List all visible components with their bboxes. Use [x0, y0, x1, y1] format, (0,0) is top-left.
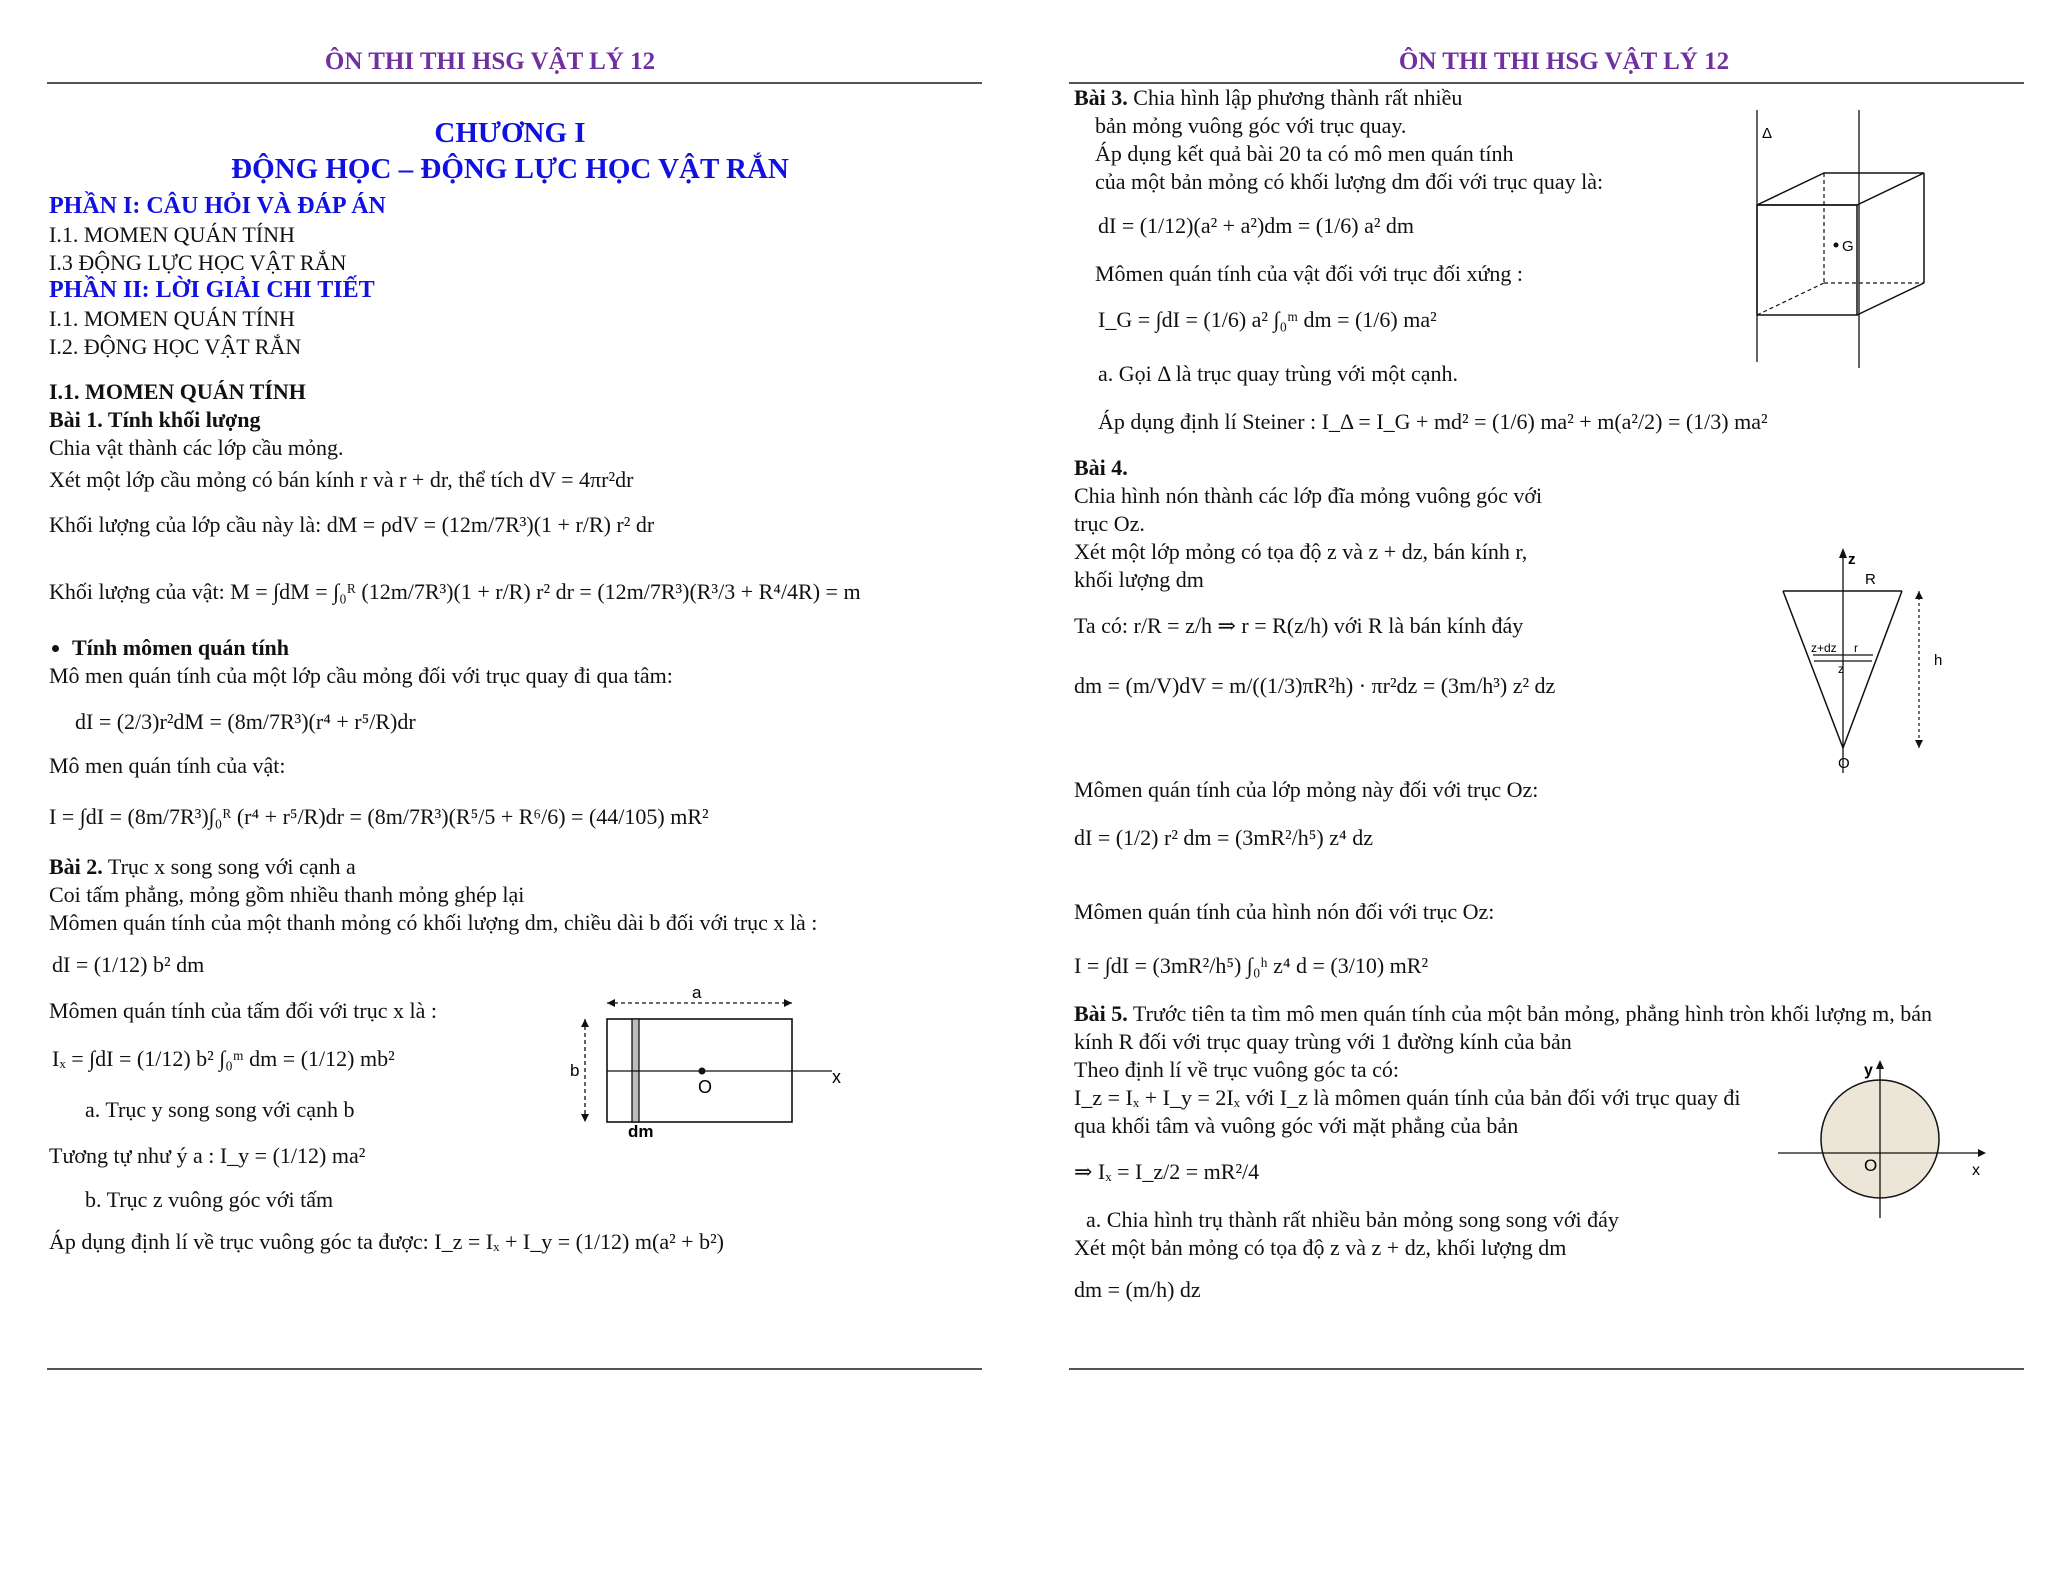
text-line: kính R đối với trục quay trùng với 1 đường kính của bản — [1074, 1029, 1572, 1054]
equation: dI = (1/12)(a² + a²)dm = (1/6) a² dm — [1098, 213, 1415, 238]
label-o: O — [698, 1077, 713, 1097]
label-a: a — [692, 983, 702, 1002]
page-header: ÔN THI THI HSG VẬT LÝ 12 — [1398, 48, 1730, 75]
text-line: Mô men quán tính của một lớp cầu mỏng đối với trục quay đi qua tâm: — [49, 663, 673, 688]
text-line: Chia hình nón thành các lớp đĩa mỏng vuông góc với — [1074, 483, 1543, 508]
bai2-title: Bài 2. — [49, 854, 103, 879]
bullet-heading: Tính mômen quán tính — [72, 635, 290, 660]
text-line: Theo định lí về trục vuông góc ta có: — [1074, 1057, 1400, 1082]
equation: I = ∫dI = (8m/7R³)∫₀ᴿ (r⁴ + r⁵/R)dr = (8m/7R³)(R⁵/5 + R⁶/6) = (44/105) mR² — [49, 804, 709, 829]
text-line: Áp dụng kết quả bài 20 ta có mô men quán tính — [1095, 141, 1514, 166]
equation: Khối lượng của lớp cầu này là: dM = ρdV = (12m/7R³)(1 + r/R) r² dr — [49, 512, 655, 537]
bai5-text: Trước tiên ta tìm mô men quán tính của một bản mỏng, phẳng hình tròn khối lượng m, bán — [1127, 1001, 1932, 1026]
right-page — [1024, 0, 2024, 1400]
bai3-line — [1074, 84, 1462, 111]
text-line: Mômen quán tính của vật đối với trục đối xứng : — [1095, 261, 1524, 286]
zdz-label: z+dz — [1811, 641, 1837, 655]
text-line: Coi tấm phẳng, mỏng gồm nhiều thanh mỏng ghép lại — [49, 882, 525, 907]
chapter-title: ĐỘNG HỌC – ĐỘNG LỰC HỌC VẬT RẮN — [231, 153, 789, 185]
equation: dm = (m/V)dV = m/((1/3)πR²h) · πr²dz = (3m/h³) z² dz — [1074, 673, 1556, 698]
equation: dI = (1/2) r² dm = (3mR²/h⁵) z⁴ dz — [1074, 825, 1373, 850]
equation: I = ∫dI = (3mR²/h⁵) ∫₀ʰ z⁴ d = (3/10) mR² — [1074, 953, 1429, 978]
r-label: r — [1854, 641, 1858, 655]
text-line: Xét một lớp cầu mỏng có bán kính r và r + dr, thể tích dV = 4πr²dr — [49, 467, 634, 492]
o-label: O — [1864, 1156, 1878, 1175]
text-line: trục Oz. — [1074, 511, 1145, 536]
cone-figure — [1754, 548, 1954, 772]
z-axis-label: z — [1848, 551, 1856, 568]
bullet-icon — [52, 645, 59, 652]
text-line: a. Gọi Δ là trục quay trùng với một cạnh. — [1098, 361, 1458, 386]
equation: Áp dụng định lí về trục vuông góc ta được: I_z = Iₓ + I_y = (1/12) m(a² + b²) — [49, 1229, 725, 1254]
text-line: Xét một lớp mỏng có tọa độ z và z + dz, bán kính r, — [1074, 539, 1528, 564]
label-b: b — [570, 1061, 580, 1080]
toc-item: I.3 ĐỘNG LỰC HỌC VẬT RẮN — [49, 250, 347, 275]
h-label: h — [1934, 652, 1943, 669]
text-line: b. Trục z vuông góc với tấm — [85, 1187, 334, 1212]
circle-figure — [1776, 1058, 1986, 1218]
text-line: a. Trục y song song với cạnh b — [85, 1097, 355, 1122]
z-label: z — [1838, 662, 1844, 676]
text-line: Mô men quán tính của vật: — [49, 753, 286, 778]
part2-heading: PHẦN II: LỜI GIẢI CHI TIẾT — [49, 277, 375, 303]
toc-item: I.1. MOMEN QUÁN TÍNH — [49, 222, 295, 247]
text-line: Mômen quán tính của một thanh mỏng có khối lượng dm, chiều dài b đối với trục x là : — [49, 910, 818, 935]
text-line: của một bản mỏng có khối lượng dm đối với trục quay là: — [1095, 169, 1604, 194]
equation: Iₓ = ∫dI = (1/12) b² ∫₀ᵐ dm = (1/12) mb² — [52, 1046, 395, 1071]
text-line: Xét một bản mỏng có tọa độ z và z + dz, khối lượng dm — [1074, 1235, 1567, 1260]
bai3-text: Chia hình lập phương thành rất nhiều — [1127, 85, 1463, 110]
left-page — [0, 0, 1000, 1400]
radius-label: R — [1865, 571, 1876, 588]
equation: Áp dụng định lí Steiner : I_Δ = I_G + md² = (1/6) ma² + m(a²/2) = (1/3) ma² — [1098, 409, 1768, 434]
equation: dI = (1/12) b² dm — [52, 952, 205, 977]
text-line: Mômen quán tính của lớp mỏng này đối với trục Oz: — [1074, 777, 1539, 802]
x-label: x — [1972, 1162, 1980, 1179]
text-line: Mômen quán tính của hình nón đối với trục Oz: — [1074, 899, 1495, 924]
delta-label: Δ — [1762, 125, 1773, 142]
g-label: G — [1842, 238, 1854, 255]
plate-figure — [570, 983, 860, 1141]
toc-item: I.1. MOMEN QUÁN TÍNH — [49, 306, 295, 331]
equation: Tương tự như ý a : I_y = (1/12) ma² — [49, 1143, 366, 1168]
equation: Ta có: r/R = z/h ⇒ r = R(z/h) với R là bán kính đáy — [1074, 613, 1524, 638]
equation: dm = (m/h) dz — [1074, 1277, 1201, 1302]
text-line: Mômen quán tính của tấm đối với trục x là : — [49, 998, 437, 1023]
page-header: ÔN THI THI HSG VẬT LÝ 12 — [324, 48, 656, 75]
bai1-title: Bài 1. Tính khối lượng — [49, 407, 261, 432]
header-rule — [47, 82, 982, 84]
equation: ⇒ Iₓ = I_z/2 = mR²/4 — [1074, 1159, 1260, 1184]
text-line: a. Chia hình trụ thành rất nhiều bản mỏng song song với đáy — [1086, 1207, 1619, 1232]
label-dm: dm — [628, 1122, 654, 1141]
cube-figure — [1724, 110, 1954, 370]
equation: I_G = ∫dI = (1/6) a² ∫₀ᵐ dm = (1/6) ma² — [1098, 307, 1437, 332]
bai3-title: Bài 3. — [1074, 85, 1128, 110]
text-line: Chia vật thành các lớp cầu mỏng. — [49, 435, 344, 460]
equation: Khối lượng của vật: M = ∫dM = ∫₀ᴿ (12m/7R³)(1 + r/R) r² dr = (12m/7R³)(R³/3 + R⁴/4R) = m — [49, 579, 861, 604]
toc-item: I.2. ĐỘNG HỌC VẬT RẮN — [49, 334, 302, 359]
footer-rule — [1069, 1368, 2024, 1370]
section-heading: I.1. MOMEN QUÁN TÍNH — [49, 379, 306, 404]
bai5-line — [1074, 1000, 1932, 1027]
bai4-title: Bài 4. — [1074, 455, 1128, 480]
part1-heading: PHẦN I: CÂU HỎI VÀ ĐÁP ÁN — [49, 193, 386, 219]
text-line: khối lượng dm — [1074, 567, 1204, 592]
o-label: O — [1838, 755, 1850, 772]
text-line: I_z = Iₓ + I_y = 2Iₓ với I_z là mômen quán tính của bản đối với trục quay đi — [1074, 1085, 1741, 1110]
bai2-line — [49, 853, 356, 880]
text-line: bản mỏng vuông góc với trục quay. — [1095, 113, 1407, 138]
equation: dI = (2/3)r²dM = (8m/7R³)(r⁴ + r⁵/R)dr — [75, 709, 416, 734]
chapter-label: CHƯƠNG I — [434, 117, 586, 149]
y-label: y — [1864, 1062, 1873, 1079]
label-x: x — [832, 1067, 841, 1087]
bai5-title: Bài 5. — [1074, 1001, 1128, 1026]
text-line: qua khối tâm và vuông góc với mặt phẳng của bản — [1074, 1113, 1519, 1138]
footer-rule — [47, 1368, 982, 1370]
bai2-text: Trục x song song với cạnh a — [102, 854, 356, 879]
